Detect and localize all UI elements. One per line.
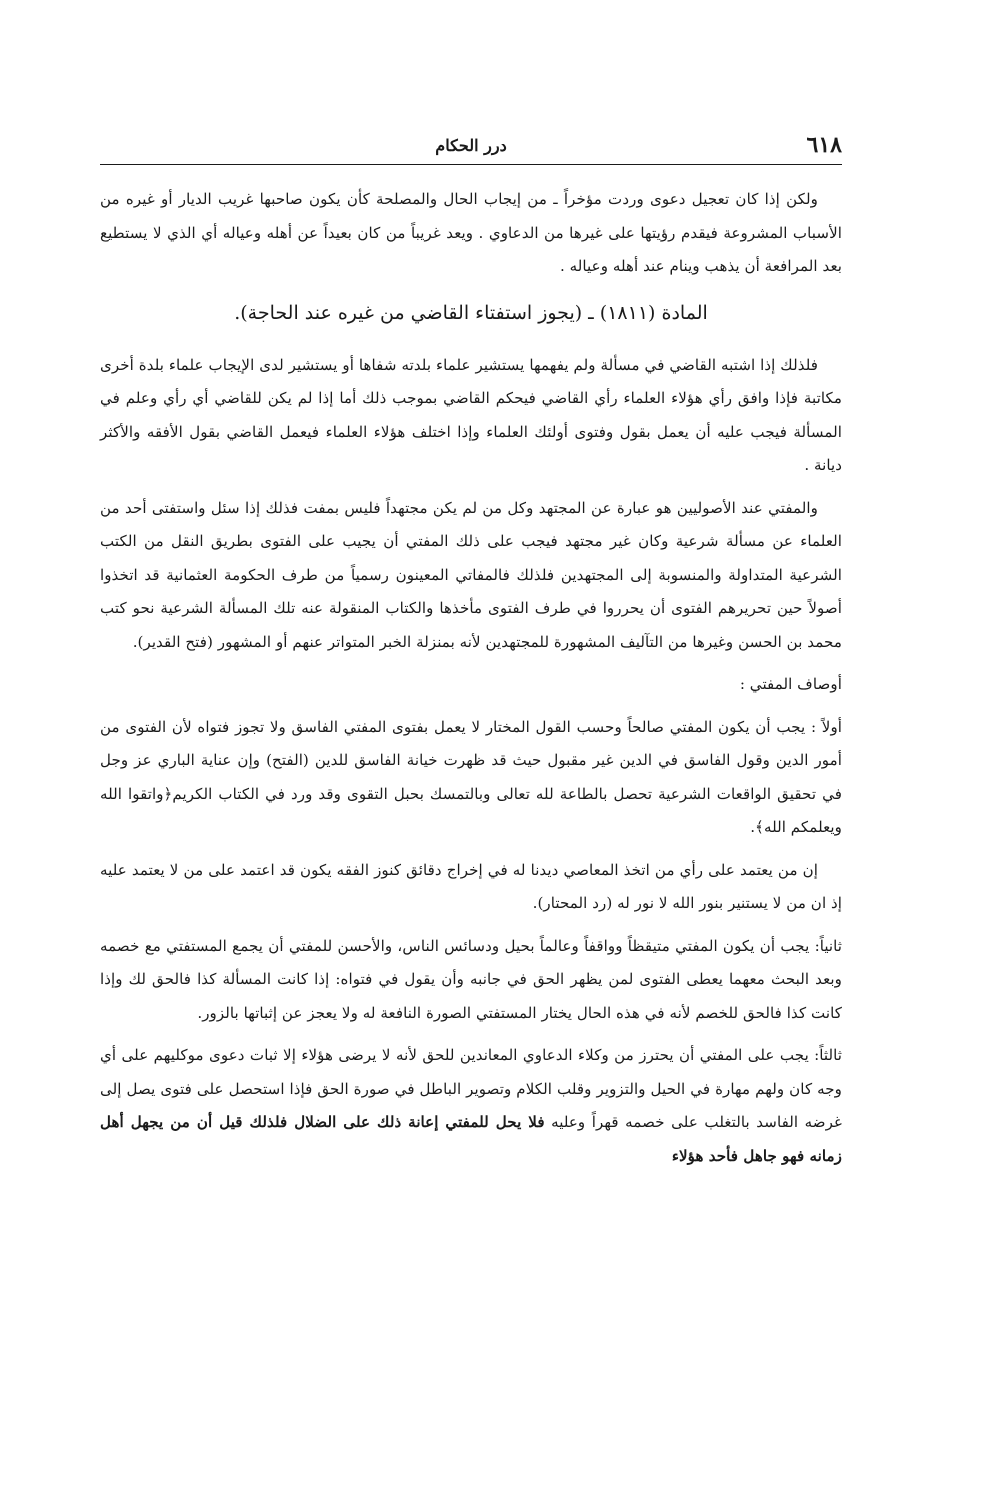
page-number: ٦١٨ xyxy=(806,132,842,158)
paragraph-second-quality: ثانياً: يجب أن يكون المفتي متيقظاً وواقفاً وعالماً بحيل ودسائس الناس، والأحسن للمفتي أن يجمع المستفتي مع خصمه وبعد البحث معهما يعطى الفتوى لمن يظهر الحق في جانبه وأن يقول في فتواه: إذا كانت المسألة كذا فالحق لك وإذا كانت كذا فالحق للخصم لأنه في هذه الحال يختار المستفتي الصورة النافعة له ولا يعجز عن إثباتها بالزور. xyxy=(100,936,842,1022)
paragraph-third-quality xyxy=(100,1039,842,1173)
page-body xyxy=(100,165,842,1173)
paragraph-mufti-definition: والمفتي عند الأصوليين هو عبارة عن المجتهد وكل من لم يكن مجتهداً فليس بمفت فذلك إذا سئل واستفتى أحد من العلماء عن مسألة شرعية وكان غير مجتهد فيجب على ذلك المفتي أن يجيب على الفتوى بطريق النقل من الكتب الشرعية المتداولة والمنسوبة إلى المجتهدين فلذلك فالمفاتي المعينون رسمياً من طرف الحكومة العثمانية قد اتخذوا أصولاً حين تحريرهم الفتوى أن يحرروا في طرف الفتوى مأخذها والكتاب المنقولة عنه تلك المسألة الشرعية نحو كتب محمد بن الحسن وغيرها من التآليف المشهورة للمجتهدين لأنه بمنزلة الخبر المتواتر عنهم أو المشهور (فتح القدير). xyxy=(100,498,842,651)
paragraph-third-quality-tail: فلا يحل للمفتي إعانة ذلك على الضلال فلذلك قيل أن من يجهل أهل زمانه فهو جاهل فأحد هؤلاء xyxy=(100,1113,842,1165)
paragraph-urgent-claims: ولكن إذا كان تعجيل دعوى وردت مؤخراً ـ من إيجاب الحال والمصلحة كأن يكون صاحبها غريب الديار أو غيره من الأسباب المشروعة فيقدم رؤيتها على غيرها من الدعاوي . ويعد غريباً من كان بعيداً عن أهله وعياله أي الذي لا يستطيع بعد المرافعة أن يذهب وينام عند أهله وعياله . xyxy=(100,190,842,275)
page-header xyxy=(100,126,842,165)
section-label-mufti-qualities: أوصاف المفتي : xyxy=(739,675,842,693)
article-heading: المادة (١٨١١) ـ (يجوز استفتاء القاضي من غيره عند الحاجة). xyxy=(234,301,708,324)
paragraph-third-quality-text: ثالثاً: يجب على المفتي أن يحترز من وكلاء الدعاوي المعاندين للحق لأنه لا يرضى هؤلاء إلا ثبات دعوى موكليهم على أي وجه كان ولهم مهارة في الحيل والتزوير وقلب الكلام وتصوير الباطل في صورة الحق فإذا استحصل على فتوى يصل إلى غرضه الفاسد بالتغلب على خصمه قهراً وعليه xyxy=(100,1046,842,1131)
paragraph-consulting-scholars: فلذلك إذا اشتبه القاضي في مسألة ولم يفهمها يستشير علماء بلدته شفاها أو يستشير لدى الإيجاب علماء بلدة أخرى مكاتبة فإذا وافق رأي هؤلاء العلماء رأي القاضي فيحكم القاضي بموجب ذلك أما إذا لم يكن للقاضي أي رأي وعلم في المسألة فيجب عليه أن يعمل بقول وفتوى أولئك العلماء وإذا اختلف هؤلاء العلماء فيعمل القاضي بقول الأفقه والأكثر ديانة . xyxy=(100,355,842,474)
book-page xyxy=(100,126,842,1182)
paragraph-relying-on-sinners: إن من يعتمد على رأي من اتخذ المعاصي ديدنا له في إخراج دقائق كنوز الفقه يكون قد اعتمد على من لا يعتمد عليه إذ ان من لا يستنير بنور الله لا نور له (رد المحتار). xyxy=(100,860,842,912)
running-title: درر الحكام xyxy=(435,136,507,155)
paragraph-first-quality: أولاً : يجب أن يكون المفتي صالحاً وحسب القول المختار لا يعمل بفتوى المفتي الفاسق ولا تجوز فتواه لأن الفتوى من أمور الدين وقول الفاسق في الدين غير مقبول حيث قد ظهرت خيانة الفاسق للدين (الفتح) وإن عناية الباري عز وجل في تحقيق الواقعات الشرعية تحصل بالطاعة لله تعالى وبالتمسك بحبل التقوى وقد ورد في الكتاب الكريم﴿واتقوا الله ويعلمكم الله﴾. xyxy=(100,717,842,836)
